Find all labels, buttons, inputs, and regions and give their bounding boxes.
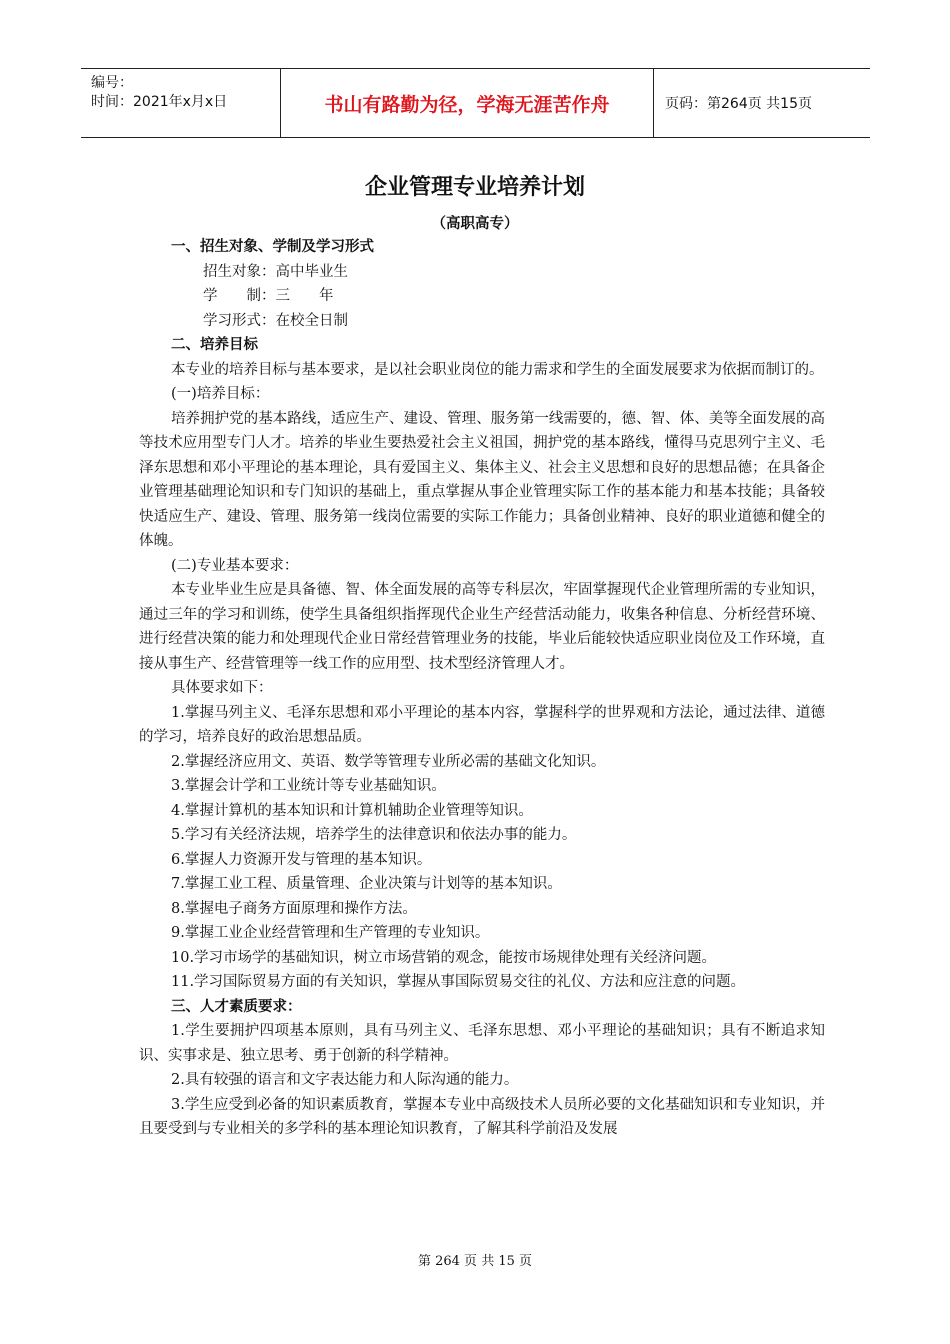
list-item: 4.掌握计算机的基本知识和计算机辅助企业管理等知识。	[171, 802, 533, 819]
page-footer: 第 264 页 共 15 页	[417, 1254, 533, 1269]
paragraph: 招生对象：高中毕业生	[203, 263, 348, 280]
list-item: 8.掌握电子商务方面原理和操作方法。	[171, 900, 417, 917]
list-item: 1.掌握马列主义、毛泽东思想和邓小平理论的基本内容，掌握科学的世界观和方法论，通过法律、道德的学习，培养良好的政治思想品质。	[139, 704, 825, 745]
paragraph: 学习形式：在校全日制	[203, 312, 348, 329]
paragraph: 本专业的培养目标与基本要求，是以社会职业岗位的能力需求和学生的全面发展要求为依据而制订的。	[171, 361, 824, 378]
paragraph: 本专业毕业生应是具备德、智、体全面发展的高等专科层次，牢固掌握现代企业管理所需的专业知识，通过三年的学习和训练，使学生具备组织指挥现代企业生产经营活动能力，收集各种信息、分析经营环境、进行经营决策的能力和处理现代企业日常经营管理业务的技能，毕业后能较快适应职业岗位及工作环境，直接从事生产、经营管理等一线工作的应用型、技术型经济管理人才。	[139, 582, 825, 672]
section-heading: 三、人才素质要求：	[171, 998, 302, 1015]
list-item: 10.学习市场学的基础知识，树立市场营销的观念，能按市场规律处理有关经济问题。	[171, 949, 717, 966]
header-page-label: 页码：第264页 共15页	[665, 96, 812, 112]
list-item: 2.具有较强的语言和文字表达能力和人际沟通的能力。	[171, 1072, 519, 1088]
list-item: 3.掌握会计学和工业统计等专业基础知识。	[171, 778, 446, 794]
list-item: 6.掌握人力资源开发与管理的基本知识。	[171, 851, 432, 868]
section-heading: 一、招生对象、学制及学习形式	[171, 239, 374, 255]
list-item: 1.学生要拥护四项基本原则，具有马列主义、毛泽东思想、邓小平理论的基础知识；具有不断追求知识、实事求是、独立思考、勇于创新的科学精神。	[139, 1023, 825, 1064]
list-item: 9.掌握工业企业经营管理和生产管理的专业知识。	[171, 925, 490, 941]
subsection-heading: (一)培养目标：	[171, 386, 270, 402]
subsection-heading: (二)专业基本要求：	[171, 557, 299, 574]
doc-title: 企业管理专业培养计划	[364, 175, 585, 200]
paragraph: 具体要求如下：	[171, 680, 273, 696]
header-motto: 书山有路勤为径，学海无涯苦作舟	[281, 69, 654, 137]
list-item: 5.学习有关经济法规，培养学生的法律意识和依法办事的能力。	[171, 827, 577, 843]
header-meta	[81, 69, 281, 137]
paragraph: 培养拥护党的基本路线，适应生产、建设、管理、服务第一线需要的，德、智、体、美等全面发展的高等技术应用型专门人才。培养的毕业生要热爱社会主义祖国，拥护党的基本路线，懂得马克思列宁主义、毛泽东思想和邓小平理论的基本理论，具有爱国主义、集体主义、社会主义思想和良好的思想品德；在具备企业管理基础理论知识和专门知识的基础上，重点掌握从事企业管理实际工作的基本能力和基本技能；具备较快适应生产、建设、管理、服务第一线岗位需要的实际工作能力；具备创业精神、良好的职业道德和健全的体魄。	[139, 410, 825, 549]
list-item: 3.学生应受到必备的知识素质教育，掌握本专业中高级技术人员所必要的文化基础知识和专业知识，并且要受到与专业相关的多学科的基本理论知识教育，了解其科学前沿及发展	[139, 1096, 825, 1137]
time-label: 时间：2021年x月x日	[91, 94, 228, 110]
doc-subtitle: （高职高专）	[431, 216, 519, 232]
section-heading: 二、培养目标	[171, 337, 258, 353]
page-header	[81, 68, 870, 138]
paragraph: 学 制：三 年	[203, 288, 334, 304]
list-item: 7.掌握工业工程、质量管理、企业决策与计划等的基本知识。	[171, 876, 562, 892]
list-item: 11.学习国际贸易方面的有关知识，掌握从事国际贸易交往的礼仪、方法和应注意的问题。	[171, 974, 746, 990]
list-item: 2.掌握经济应用文、英语、数学等管理专业所必需的基础文化知识。	[171, 753, 606, 770]
doc-body	[139, 235, 825, 1142]
number-label: 编号：	[91, 75, 133, 91]
